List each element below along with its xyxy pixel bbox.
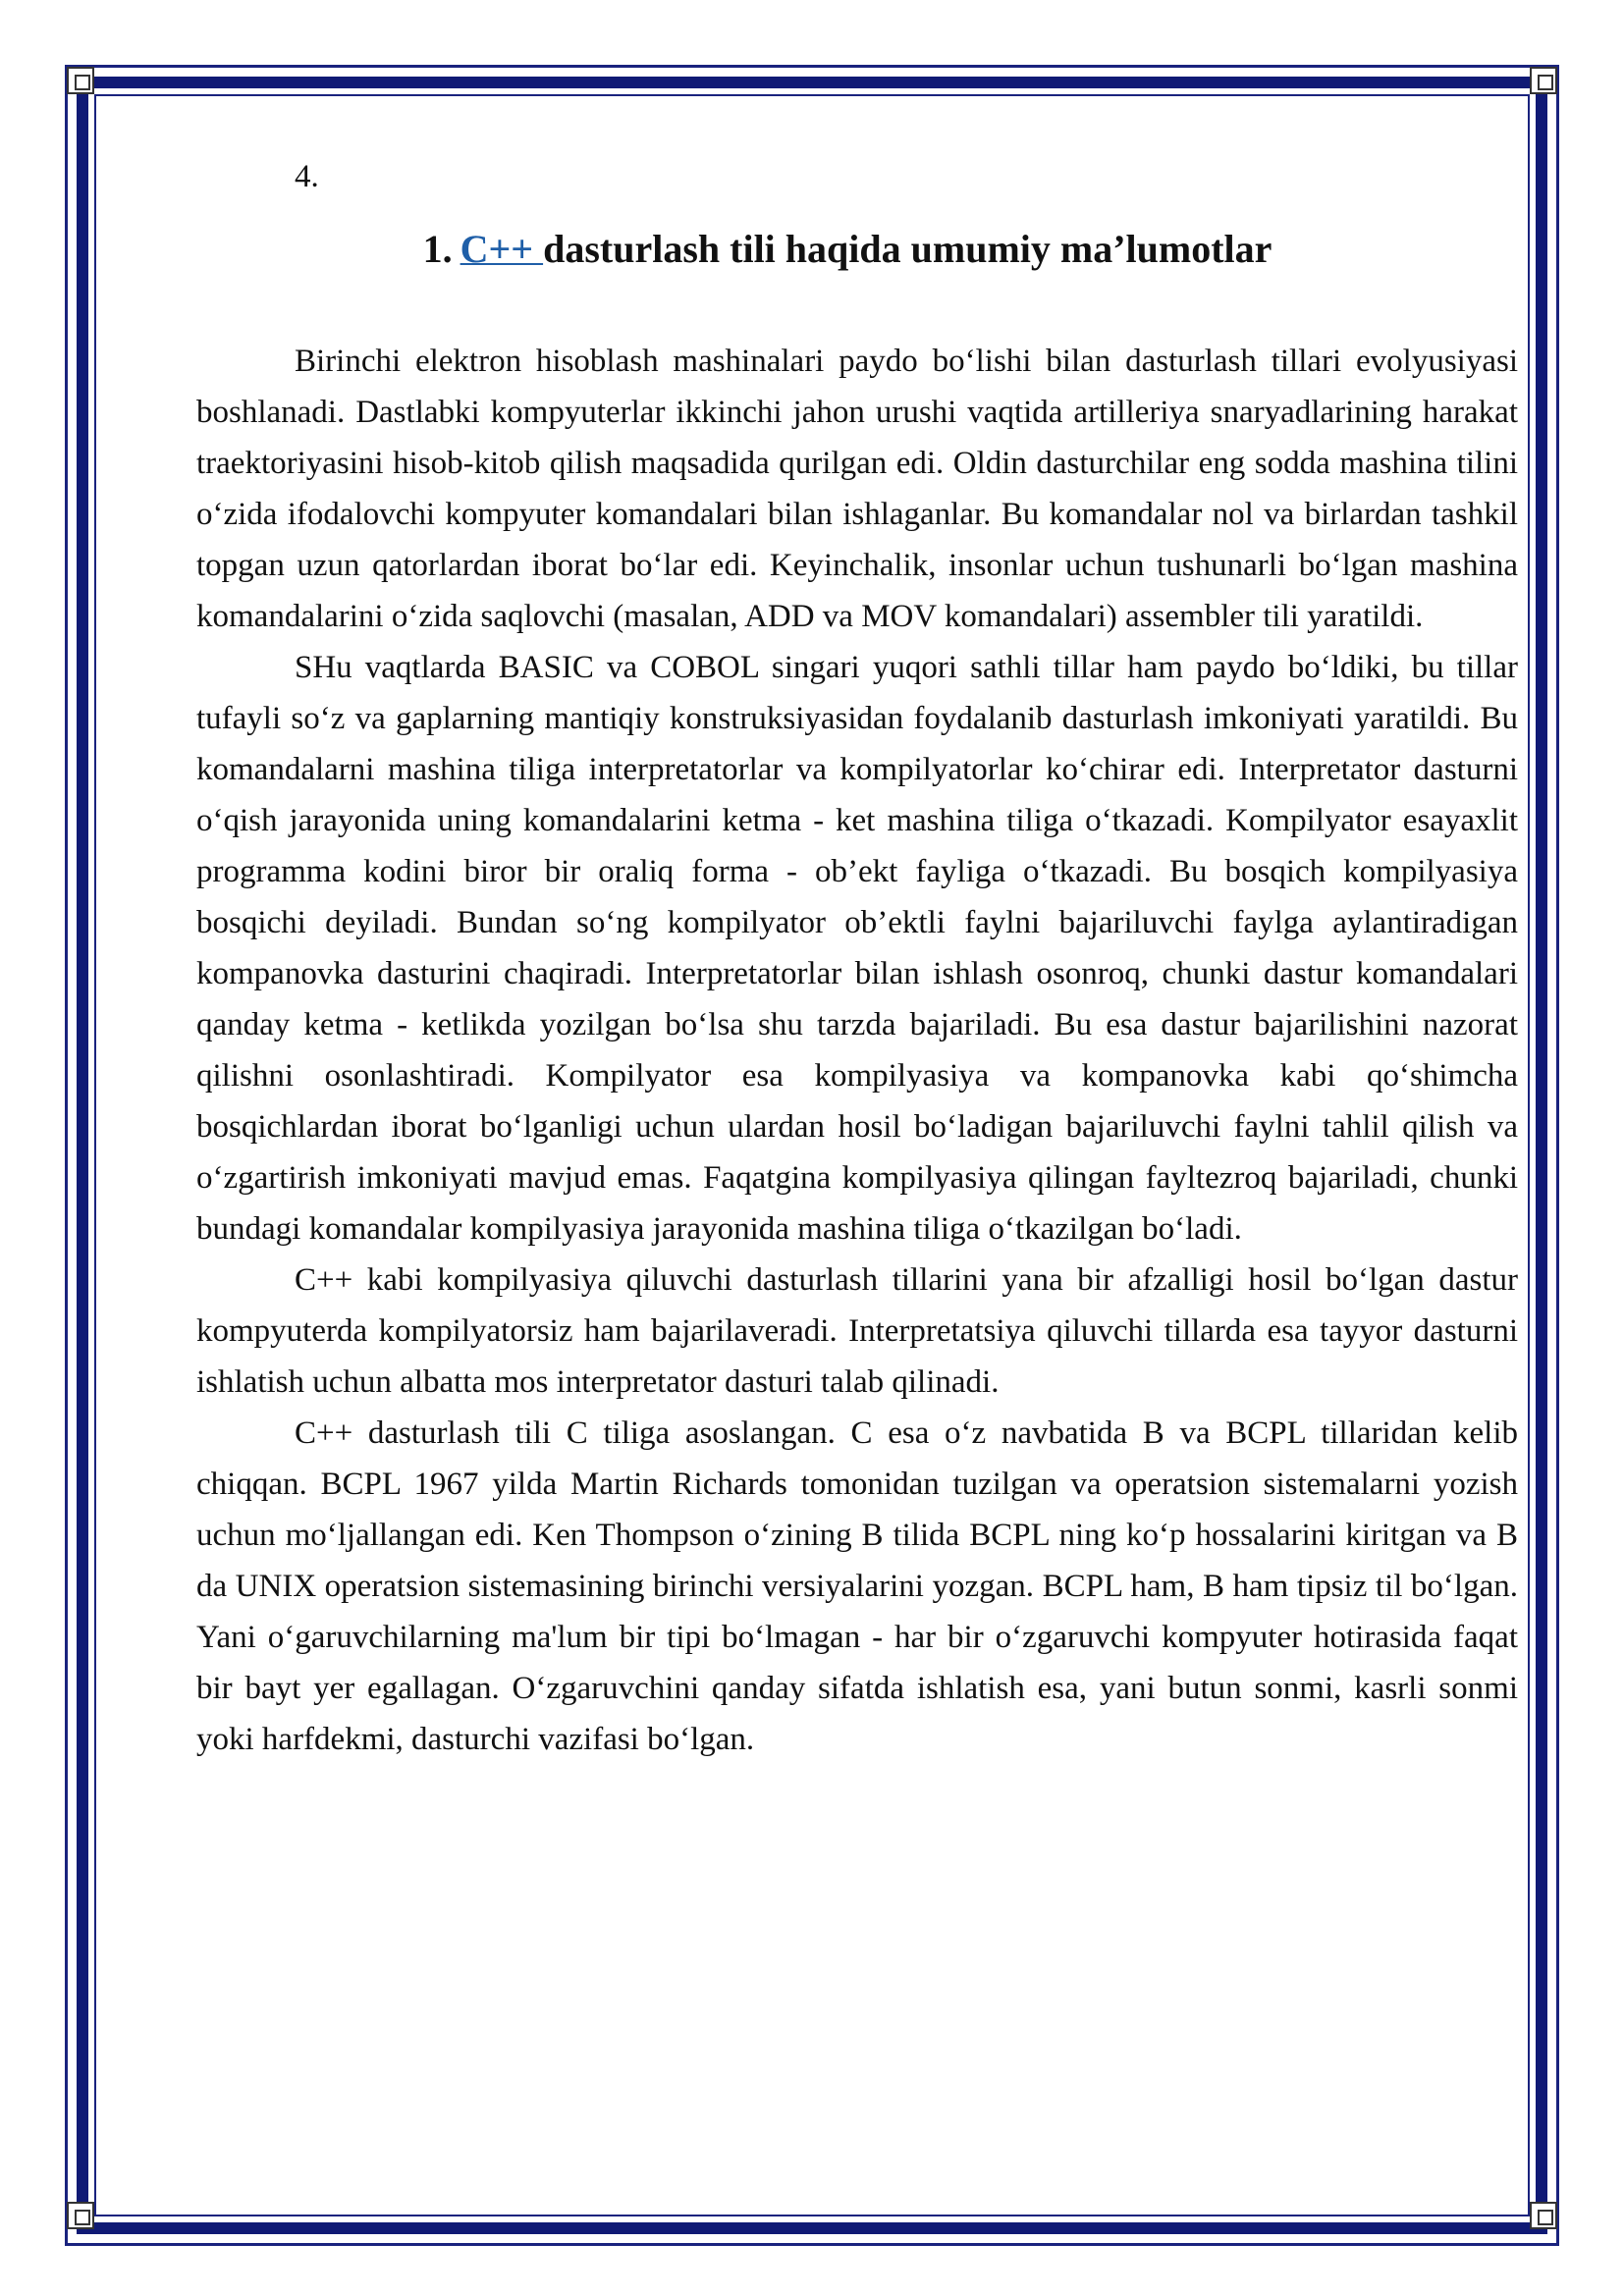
paragraph-3: C++ kabi kompilyasiya qiluvchi dasturlash tillarini yana bir afzalligi hosil bo‘lgan dastur kompyuterda kompilyatorsiz ham bajarilaveradi. Interpretatsiya qiluvchi tillarda esa tayyor dasturni ishlatish uchun albatta mos interpretator dasturi talab qilinadi. — [196, 1262, 1518, 1400]
document-body — [196, 336, 1518, 1765]
paragraph-4: C++ dasturlash tili C tiliga asoslangan. C esa o‘z navbatida B va BCPL tillaridan kelib chiqqan. BCPL 1967 yilda Martin Richards tomonidan tuzilgan va operatsion sistemalarni yozish uchun mo‘ljallangan edi. Ken Thompson o‘zining B tilida BCPL ning ko‘p hossalarini kiritgan va B da UNIX operatsion sistemasining birinchi versiyalarini yozgan. BCPL ham, B ham tipsiz til bo‘lgan. Yani o‘garuvchilarning ma'lum bir tipi bo‘lmagan - har bir o‘zgaruvchi kompyuter hotirasida faqat bir bayt yer egallagan. O‘zgaruvchini qanday sifatda ishlatish esa, yani butun sonmi, kasrli sonmi yoki harfdekmi, dasturchi vazifasi bo‘lgan. — [196, 1415, 1518, 1757]
heading-link[interactable]: C++ — [460, 227, 544, 271]
paragraph-2: SHu vaqtlarda BASIC va COBOL singari yuqori sathli tillar ham paydo bo‘ldiki, bu tillar tufayli so‘z va gaplarning mantiqiy konstruksiyasidan foydalanib dasturlash imkoniyati yaratildi. Bu komandalarni mashina tiliga interpretatorlar va kompilyatorlar ko‘chirar edi. Interpretator dasturni o‘qish jarayonida uning komandalarini ketma - ket mashina tiliga o‘tkazadi. Kompilyator esayaxlit programma kodini biror bir oraliq forma - ob’ekt fayliga o‘tkazadi. Bu bosqich kompilyasiya bosqichi deyiladi. Bundan so‘ng kompilyator ob’ektli faylni bajariluvchi faylga aylantiradigan kompanovka dasturini chaqiradi. Interpretatorlar bilan ishlash osonroq, chunki dastur komandalari qanday ketma - ketlikda yozilgan bo‘lsa shu tarzda bajariladi. Bu esa dastur bajarilishini nazorat qilishni osonlashtiradi. Kompilyator esa kompilyasiya va kompanovka kabi qo‘shimcha bosqichlardan iborat bo‘lganligi uchun ulardan hosil bo‘ladigan bajariluvchi faylni tahlil qilish va o‘zgartirish imkoniyati mavjud emas. Faqatgina kompilyasiya qilingan fayltezroq bajariladi, chunki bundagi komandalar kompilyasiya jarayonida mashina tiliga o‘tkazilgan bo‘ladi. — [196, 650, 1518, 1247]
paragraph-1: Birinchi elektron hisoblash mashinalari paydo bo‘lishi bilan dasturlash tillari evolyusiyasi boshlanadi. Dastlabki kompyuterlar ikkinchi jahon urushi vaqtida artilleriya snaryadlarining harakat traektoriyasini hisob-kitob qilish maqsadida qurilgan edi. Oldin dasturchilar eng sodda mashina tilini o‘zida ifodalovchi kompyuter komandalari bilan ishlaganlar. Bu komandalar nol va birlardan tashkil topgan uzun qatorlardan iborat bo‘lar edi. Keyinchalik, insonlar uchun tushunarli bo‘lgan mashina komandalarini o‘zida saqlovchi (masalan, ADD va MOV komandalari) assembler tili yaratildi. — [196, 344, 1518, 634]
heading-number: 1. — [422, 227, 453, 271]
corner-ornament-bottom-right — [1530, 2202, 1557, 2229]
corner-ornament-top-right — [1530, 67, 1557, 94]
section-heading — [196, 226, 1420, 273]
page-number: 4. — [295, 159, 319, 194]
corner-ornament-bottom-left — [67, 2202, 94, 2229]
corner-ornament-top-left — [67, 67, 94, 94]
heading-title: dasturlash tili haqida umumiy ma’lumotlar — [543, 227, 1272, 271]
